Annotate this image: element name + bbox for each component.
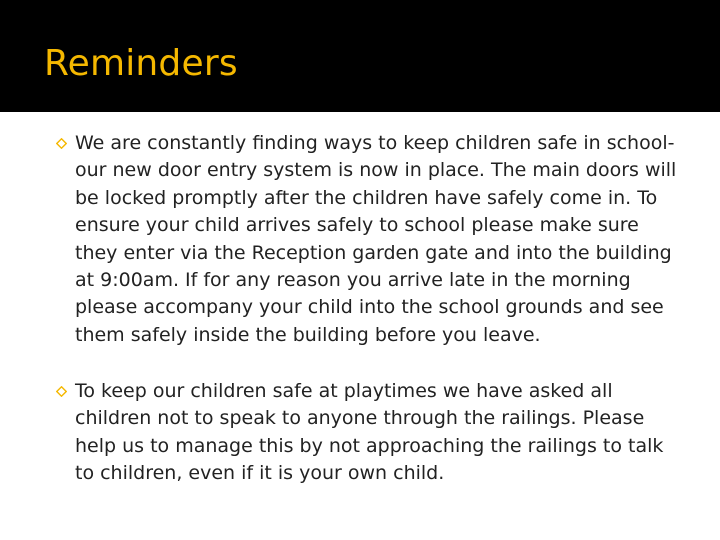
bullet-text: We are constantly finding ways to keep children safe in school- our new door entry system is now in place. The main doors will be locked promptly after the children have safely come in. To ensure your child arrives safely to school please make sure they enter via the Reception garden gate and into the building at 9:00am. If for any reason you arrive late in the morning please accompany your child into the school grounds and see them safely inside the building before you leave. xyxy=(75,132,677,346)
bullet-text: To keep our children safe at playtimes we have asked all children not to speak to anyone through the railings. Please help us to manage this by not approaching the railings to talk to children, even if it is your own child. xyxy=(75,380,664,485)
hollow-diamond-bullet-icon xyxy=(56,138,67,149)
hollow-diamond-bullet-icon xyxy=(56,386,67,397)
title-bar xyxy=(0,0,720,112)
slide-title: Reminders xyxy=(44,43,238,84)
